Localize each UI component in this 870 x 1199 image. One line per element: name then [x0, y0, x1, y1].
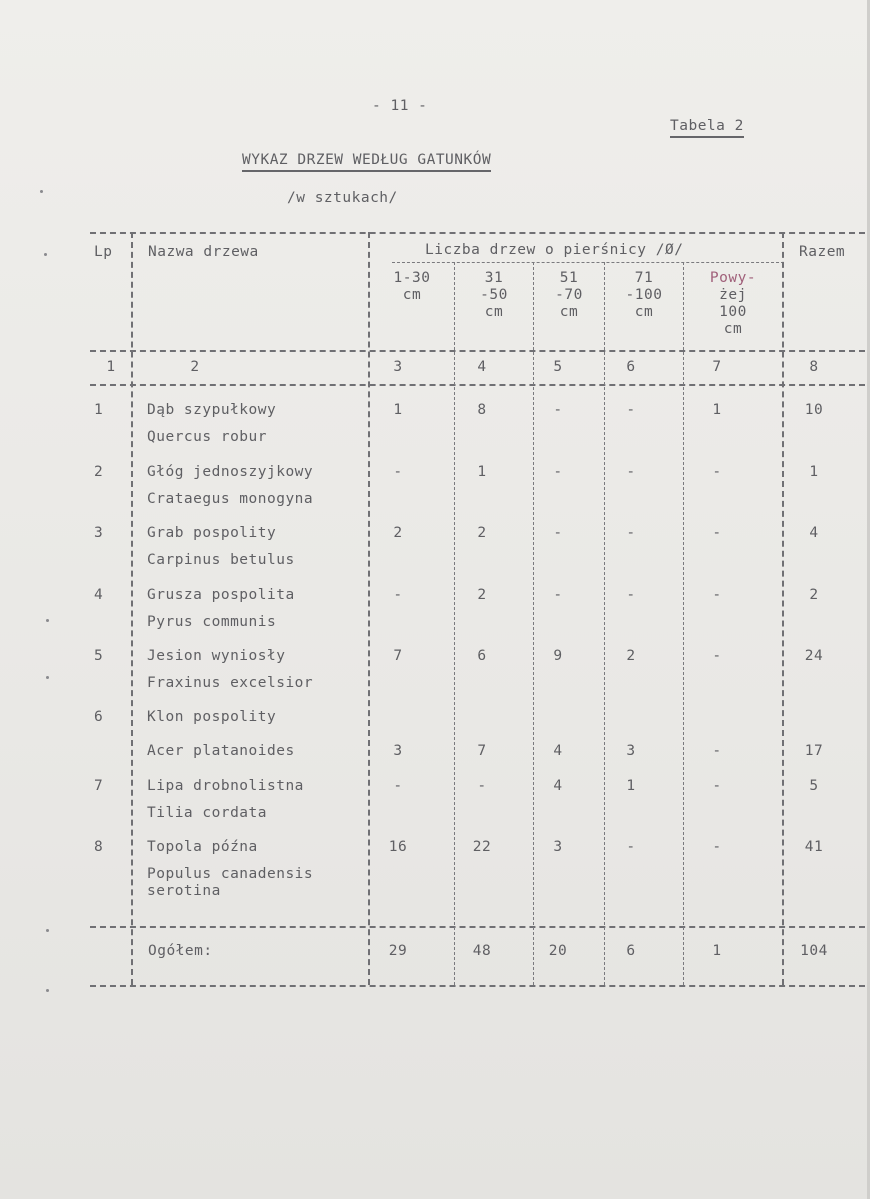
total-value: 29	[388, 943, 408, 959]
row-value: -	[626, 587, 636, 603]
row-polish-name: Dąb szypułkowy	[147, 402, 277, 418]
row-value: 17	[804, 743, 824, 759]
row-latin-name: Tilia cordata	[147, 805, 267, 821]
row-value: 1	[393, 402, 403, 418]
col-rule	[604, 262, 605, 985]
row-lp: 3	[94, 525, 104, 541]
scan-speck	[46, 619, 49, 622]
row-value: -	[393, 778, 403, 794]
header-col-31-50: 31 -50 cm	[480, 270, 508, 320]
scan-speck	[40, 190, 43, 193]
row-value: -	[626, 464, 636, 480]
row-value: -	[393, 587, 403, 603]
row-latin-name: Populus canadensis	[147, 866, 314, 882]
row-value: 2	[477, 525, 487, 541]
row-polish-name: Głóg jednoszyjkowy	[147, 464, 314, 480]
row-value: -	[712, 743, 722, 759]
row-value: 4	[553, 743, 563, 759]
row-value: -	[712, 648, 722, 664]
scan-speck	[44, 253, 47, 256]
row-value: 4	[553, 778, 563, 794]
row-latin-name: Crataegus monogyna	[147, 491, 314, 507]
row-value: -	[626, 402, 636, 418]
row-polish-name: Jesion wyniosły	[147, 648, 286, 664]
row-latin-name: Quercus robur	[147, 429, 267, 445]
header-col-over-100: Powy- żej 100 cm	[709, 270, 757, 337]
row-value: -	[712, 778, 722, 794]
row-latin-name: Carpinus betulus	[147, 552, 295, 568]
row-lp: 6	[94, 709, 104, 725]
row-latin-name-cont: serotina	[147, 883, 221, 899]
row-value: 1	[712, 402, 722, 418]
scan-speck	[46, 929, 49, 932]
total-value: 104	[800, 943, 828, 959]
row-value: -	[626, 525, 636, 541]
column-number: 2	[190, 359, 200, 375]
row-lp: 8	[94, 839, 104, 855]
header-col-51-70: 51 -70 cm	[555, 270, 583, 320]
row-value: 1	[477, 464, 487, 480]
row-polish-name: Grab pospolity	[147, 525, 277, 541]
row-value: -	[712, 587, 722, 603]
page-number: - 11 -	[372, 98, 428, 114]
row-value: 3	[393, 743, 403, 759]
header-name: Nazwa drzewa	[148, 244, 259, 260]
row-value: -	[393, 464, 403, 480]
row-value: 7	[393, 648, 403, 664]
total-label: Ogółem:	[148, 943, 213, 959]
row-value: 2	[393, 525, 403, 541]
row-value: -	[553, 587, 563, 603]
column-number: 7	[712, 359, 722, 375]
row-value: 16	[388, 839, 408, 855]
header-col-1-30: 1-30 cm	[393, 270, 431, 303]
scan-speck	[46, 676, 49, 679]
row-latin-name: Acer platanoides	[147, 743, 295, 759]
row-value: -	[712, 839, 722, 855]
row-value: 2	[626, 648, 636, 664]
row-polish-name: Grusza pospolita	[147, 587, 295, 603]
row-value: 2	[809, 587, 819, 603]
row-polish-name: Lipa drobnolistna	[147, 778, 304, 794]
col-rule	[533, 262, 534, 985]
row-lp: 2	[94, 464, 104, 480]
row-value: 7	[477, 743, 487, 759]
row-value: 1	[626, 778, 636, 794]
row-value: 10	[804, 402, 824, 418]
rule-total-top	[90, 926, 865, 928]
header-group: Liczba drzew o pierśnicy /Ø/	[425, 242, 684, 258]
row-value: -	[553, 464, 563, 480]
col-rule	[131, 232, 133, 985]
row-value: 3	[553, 839, 563, 855]
row-value: 6	[477, 648, 487, 664]
column-number: 6	[626, 359, 636, 375]
row-value: 4	[809, 525, 819, 541]
row-value: -	[712, 464, 722, 480]
row-value: 9	[553, 648, 563, 664]
row-value: 24	[804, 648, 824, 664]
row-value: 41	[804, 839, 824, 855]
scan-speck	[46, 989, 49, 992]
row-lp: 4	[94, 587, 104, 603]
rule-bottom	[90, 985, 865, 987]
row-value: 5	[809, 778, 819, 794]
column-number: 5	[553, 359, 563, 375]
header-col-71-100: 71 -100 cm	[625, 270, 663, 320]
rule-top	[90, 232, 865, 234]
row-value: 22	[472, 839, 492, 855]
row-value: 1	[809, 464, 819, 480]
col-rule	[454, 262, 455, 985]
row-value: -	[553, 525, 563, 541]
col-rule	[683, 262, 684, 985]
table-label: Tabela 2	[670, 118, 744, 138]
row-value: -	[626, 839, 636, 855]
rule-numbers-bottom	[90, 384, 865, 386]
row-polish-name: Topola późna	[147, 839, 258, 855]
table-title: WYKAZ DRZEW WEDŁUG GATUNKÓW	[242, 152, 491, 172]
row-lp: 1	[94, 402, 104, 418]
header-total: Razem	[799, 244, 846, 260]
total-value: 1	[712, 943, 722, 959]
row-polish-name: Klon pospolity	[147, 709, 277, 725]
col-rule	[782, 232, 784, 985]
column-number: 3	[393, 359, 403, 375]
row-value: -	[553, 402, 563, 418]
row-value: 3	[626, 743, 636, 759]
rule-header-bottom	[90, 350, 865, 352]
total-value: 20	[548, 943, 568, 959]
table-subtitle: /w sztukach/	[287, 190, 398, 206]
row-lp: 5	[94, 648, 104, 664]
row-latin-name: Pyrus communis	[147, 614, 277, 630]
rule-group	[392, 262, 784, 263]
row-value: -	[477, 778, 487, 794]
row-lp: 7	[94, 778, 104, 794]
col-rule	[368, 232, 370, 985]
column-number: 1	[106, 359, 116, 375]
row-latin-name: Fraxinus excelsior	[147, 675, 314, 691]
row-value: 2	[477, 587, 487, 603]
column-number: 8	[809, 359, 819, 375]
header-lp: Lp	[94, 244, 113, 260]
row-value: 8	[477, 402, 487, 418]
total-value: 48	[472, 943, 492, 959]
column-number: 4	[477, 359, 487, 375]
total-value: 6	[626, 943, 636, 959]
row-value: -	[712, 525, 722, 541]
